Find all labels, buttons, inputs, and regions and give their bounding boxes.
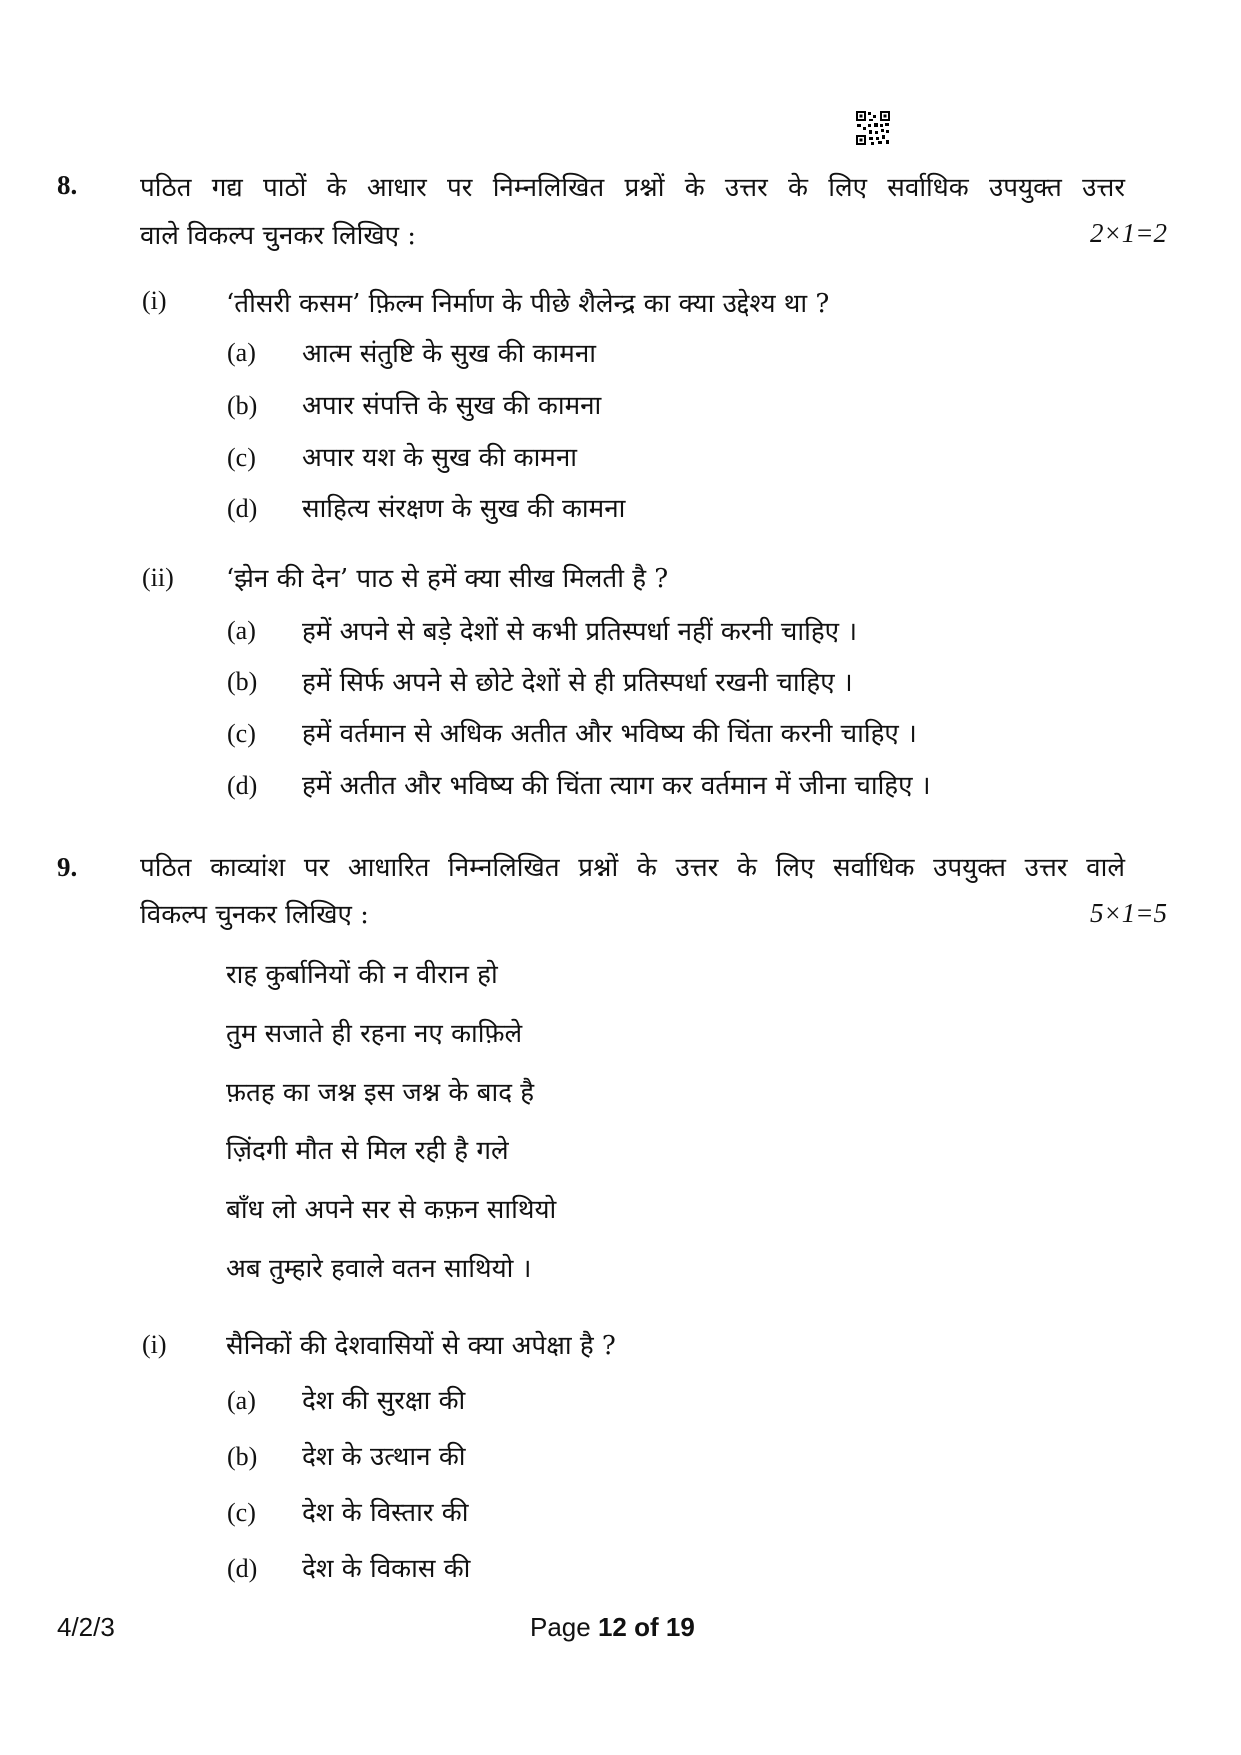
poem-line: बाँध लो अपने सर से कफ़न साथियो xyxy=(226,1195,557,1225)
option-text: साहित्य संरक्षण के सुख की कामना xyxy=(302,494,626,524)
question-text-line-2: विकल्प चुनकर लिखिए : xyxy=(140,900,369,930)
poem-line: तुम सजाते ही रहना नए काफ़िले xyxy=(226,1019,523,1049)
option-label: (d) xyxy=(227,1554,258,1583)
subquestion-text: ‘झेन की देन’ पाठ से हमें क्या सीख मिलती है ? xyxy=(226,564,669,594)
question-number: 9. xyxy=(57,852,78,882)
poem-line: ज़िंदगी मौत से मिल रही है गले xyxy=(226,1136,509,1166)
subquestion-label: (i) xyxy=(142,1330,167,1359)
page-total: 19 xyxy=(665,1612,695,1642)
option-label: (b) xyxy=(227,1442,258,1471)
page-prefix: Page xyxy=(530,1612,598,1642)
subquestion-label: (i) xyxy=(142,286,167,315)
question-text-line-1: पठित काव्यांश पर आधारित निम्नलिखित प्रश्नों के उत्तर के लिए सर्वाधिक उपयुक्त उत्तर वाले xyxy=(140,853,1125,883)
option-text: देश की सुरक्षा की xyxy=(302,1386,466,1416)
option-label: (b) xyxy=(227,667,258,696)
subquestion-text: सैनिकों की देशवासियों से क्या अपेक्षा है ? xyxy=(226,1331,616,1361)
option-text: अपार संपत्ति के सुख की कामना xyxy=(302,391,602,421)
option-text: हमें अतीत और भविष्य की चिंता त्याग कर वर्तमान में जीना चाहिए । xyxy=(302,771,931,801)
poem-line: फ़तह का जश्न इस जश्न के बाद है xyxy=(226,1078,535,1108)
option-label: (c) xyxy=(227,1498,256,1527)
subquestion-label: (ii) xyxy=(142,563,174,592)
marks-label: 2×1=2 xyxy=(1090,218,1167,248)
subquestion-text: ‘तीसरी कसम’ फ़िल्म निर्माण के पीछे शैलेन्द्र का क्या उद्देश्य था ? xyxy=(226,289,830,319)
option-text: हमें सिर्फ अपने से छोटे देशों से ही प्रतिस्पर्धा रखनी चाहिए । xyxy=(302,668,853,698)
page-number xyxy=(530,1612,695,1643)
option-label: (b) xyxy=(227,391,258,420)
option-text: हमें अपने से बड़े देशों से कभी प्रतिस्पर्धा नहीं करनी चाहिए । xyxy=(302,617,858,647)
poem-line: अब तुम्हारे हवाले वतन साथियो । xyxy=(226,1254,532,1284)
option-label: (a) xyxy=(227,338,256,367)
qr-code-icon xyxy=(855,110,891,146)
option-label: (c) xyxy=(227,443,256,472)
page-current: 12 xyxy=(597,1612,627,1642)
option-label: (a) xyxy=(227,1386,256,1415)
option-text: अपार यश के सुख की कामना xyxy=(302,443,578,473)
option-text: देश के उत्थान की xyxy=(302,1442,466,1472)
option-label: (d) xyxy=(227,494,258,523)
paper-code: 4/2/3 xyxy=(57,1612,115,1642)
marks-label: 5×1=5 xyxy=(1090,898,1167,928)
question-text-line-1: पठित गद्य पाठों के आधार पर निम्नलिखित प्रश्नों के उत्तर के लिए सर्वाधिक उपयुक्त उत्तर xyxy=(140,173,1125,203)
option-label: (d) xyxy=(227,771,258,800)
option-text: देश के विस्तार की xyxy=(302,1498,469,1528)
option-text: हमें वर्तमान से अधिक अतीत और भविष्य की चिंता करनी चाहिए । xyxy=(302,719,917,749)
poem-line: राह कुर्बानियों की न वीरान हो xyxy=(226,960,498,990)
question-text-line-2: वाले विकल्प चुनकर लिखिए : xyxy=(140,221,417,251)
question-number: 8. xyxy=(57,170,78,200)
page-of: of xyxy=(626,1612,666,1642)
option-label: (c) xyxy=(227,719,256,748)
option-label: (a) xyxy=(227,616,256,645)
option-text: देश के विकास की xyxy=(302,1554,471,1584)
option-text: आत्म संतुष्टि के सुख की कामना xyxy=(302,339,596,369)
